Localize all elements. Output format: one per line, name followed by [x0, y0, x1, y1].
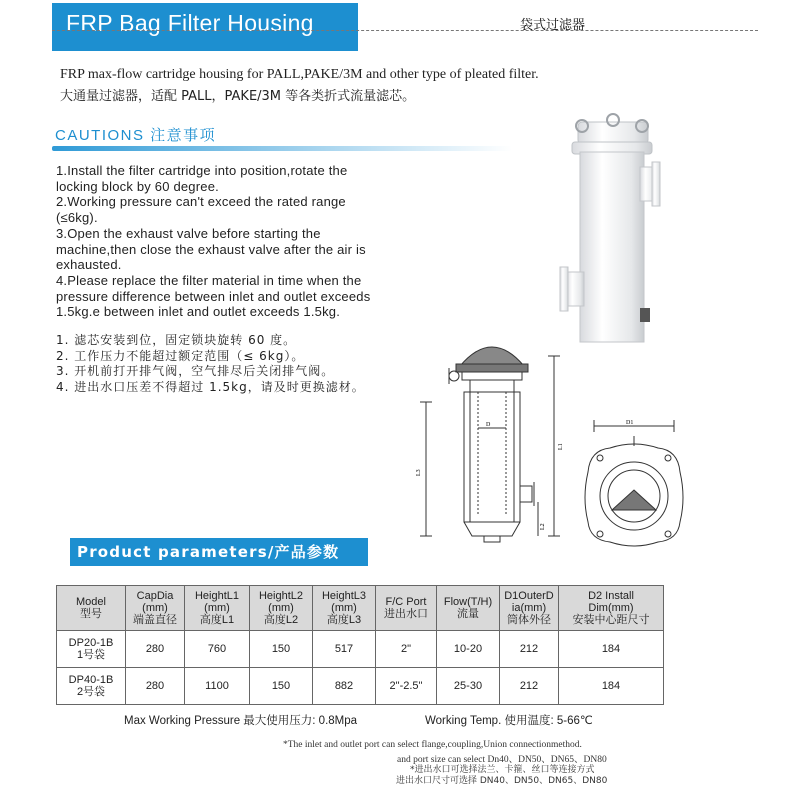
th-heightl2: HeightL2 (mm) 高度L2: [250, 586, 313, 631]
th-d2: D2 Install Dim(mm) 安装中心距尺寸: [559, 586, 664, 631]
cautions-heading: CAUTIONS 注意事项: [55, 127, 217, 144]
cell-l2: 150: [250, 631, 313, 668]
note-en-2: and port size can select Dn40、DN50、DN65、DN80: [397, 755, 607, 765]
cautions-en: [56, 163, 436, 320]
cell-port: 2"-2.5": [376, 668, 437, 705]
cautions-cn: [56, 333, 446, 395]
caution-cn-line: 4. 进出水口压差不得超过 1.5kg，请及时更换滤材。: [56, 379, 365, 394]
max-working-pressure: Max Working Pressure 最大使用压力: 0.8Mpa: [124, 715, 358, 727]
header-divider: [52, 30, 758, 32]
caution-line: 2.Working pressure can't exceed the rated range: [56, 194, 346, 210]
caution-line: 1.5kg.e between inlet and outlet exceeds 1.5kg.: [56, 304, 341, 320]
cell-capdia: 280: [126, 631, 185, 668]
caution-cn-line: 2. 工作压力不能超过额定范围（≤ 6kg）。: [56, 348, 305, 363]
th-flow: Flow(T/H) 流量: [437, 586, 500, 631]
cell-model: DP20-1B 1号袋: [57, 631, 126, 668]
top-view-drawing: [574, 412, 694, 552]
cell-l1: 1100: [185, 668, 250, 705]
product-photo: [540, 112, 670, 347]
cell-d1: 212: [500, 668, 559, 705]
dim-label-d: D: [486, 422, 491, 428]
th-port: F/C Port 进出水口: [376, 586, 437, 631]
dim-label-l3: L3: [416, 469, 422, 476]
note-en-1: *The inlet and outlet port can select flange,coupling,Union connectionmethod.: [283, 740, 582, 750]
table-header-row: [57, 586, 664, 631]
page-title: FRP Bag Filter Housing: [66, 10, 314, 36]
th-d1: D1OuterD ia(mm) 筒体外径: [500, 586, 559, 631]
cell-d2: 184: [559, 631, 664, 668]
caution-line: 3.Open the exhaust valve before starting the: [56, 225, 321, 241]
caution-line: (≤6kg).: [56, 210, 98, 226]
note-cn-2: 进出水口尺寸可选择 DN40、DN50、DN65、DN80: [396, 776, 608, 786]
caution-cn-line: 3. 开机前打开排气阀，空气排尽后关闭排气阀。: [56, 364, 335, 378]
cell-d2: 184: [559, 668, 664, 705]
intro-cn: 大通量过滤器，适配 PALL，PAKE/3M 等各类折式流量滤芯。: [60, 89, 416, 104]
th-capdia: CapDia (mm) 端盖直径: [126, 586, 185, 631]
caution-line: 1.Install the filter cartridge into position,rotate the: [56, 163, 348, 178]
cell-model: DP40-1B 2号袋: [57, 668, 126, 705]
params-table: [56, 585, 664, 705]
caution-line: machine,then close the exhaust valve after the air is: [56, 241, 366, 257]
params-heading: Product parameters/产品参数: [77, 543, 340, 561]
cell-capdia: 280: [126, 668, 185, 705]
dim-label-d1: D1: [626, 420, 634, 426]
cautions-underline: [52, 146, 512, 151]
table-row: [57, 631, 664, 668]
table-row: [57, 668, 664, 705]
cell-port: 2": [376, 631, 437, 668]
caution-line: 4.Please replace the filter material in time when the: [56, 272, 362, 288]
cell-flow: 10-20: [437, 631, 500, 668]
working-temp: Working Temp. 使用温度: 5-66℃: [425, 715, 593, 727]
cell-flow: 25-30: [437, 668, 500, 705]
caution-line: pressure difference between inlet and outlet exceeds: [56, 288, 371, 304]
dim-label-l2: L2: [540, 523, 546, 530]
intro-en: FRP max-flow cartridge housing for PALL,PAKE/3M and other type of pleated filter.: [60, 67, 539, 82]
cell-l2: 150: [250, 668, 313, 705]
cell-d1: 212: [500, 631, 559, 668]
dim-label-l1: L1: [558, 443, 564, 450]
caution-cn-line: 1. 滤芯安装到位，固定锁块旋转 60 度。: [56, 333, 297, 347]
th-model: Model 型号: [57, 586, 126, 631]
th-heightl1: HeightL1 (mm) 高度L1: [185, 586, 250, 631]
th-heightl3: HeightL3 (mm) 高度L3: [313, 586, 376, 631]
cell-l3: 882: [313, 668, 376, 705]
caution-line: exhausted.: [56, 257, 122, 273]
side-view-drawing: [412, 326, 572, 550]
cell-l3: 517: [313, 631, 376, 668]
cell-l1: 760: [185, 631, 250, 668]
page-subtitle-cn: 袋式过滤器: [520, 17, 586, 32]
note-cn-1: *进出水口可选择法兰、卡箍、丝口等连接方式: [410, 765, 595, 775]
caution-line: locking block by 60 degree.: [56, 178, 219, 194]
